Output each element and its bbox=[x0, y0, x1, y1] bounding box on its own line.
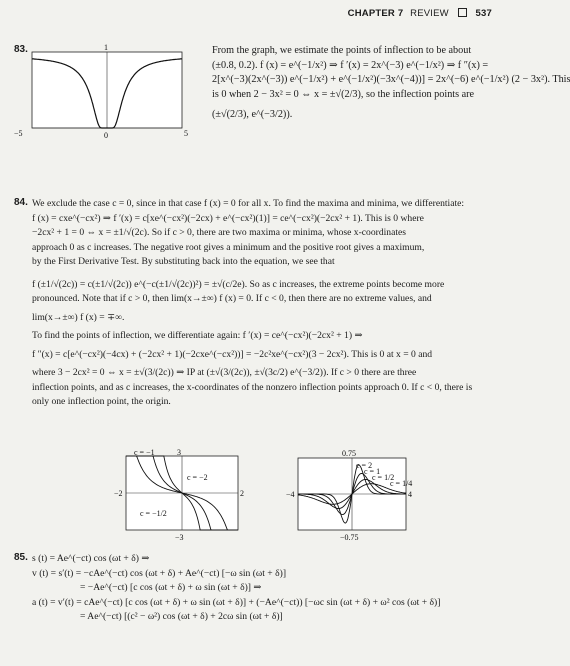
p84-line: where 3 − 2cx² = 0 ⇔ x = ±√(3/(2c)) ⇒ IP at (±√(3/(2c)), ±√(3c/2) e^(−3/2)). If c > 0 there are three bbox=[32, 367, 417, 378]
p84-line: inflection points, and as c increases, the x-coordinates of the nonzero inflection points approach 0. If c < 0, there is bbox=[32, 381, 473, 393]
gl-label-c-neghalf: c = −1/2 bbox=[140, 509, 167, 518]
p84-line: lim(x→±∞) f (x) = ∓∞. bbox=[32, 311, 125, 323]
p84-line: approach 0 as c increases. The negative root gives a minimum and the positive root gives a maximum, bbox=[32, 241, 425, 253]
p84-line: f (x) = cxe^(−cx²) ⇒ f ′(x) = c[xe^(−cx²)(−2cx) + e^(−cx²)(1)] = ce^(−cx²)(−2cx² + 1). This is 0 where bbox=[32, 212, 424, 224]
gr-label-075: 0.75 bbox=[342, 449, 356, 458]
p84-line: To find the points of inflection, we differentiate again: f ′(x) = ce^(−cx²)(−2cx² + 1) ⇒ bbox=[32, 330, 363, 341]
problem-83-text bbox=[212, 44, 570, 123]
gl-label-3: 3 bbox=[177, 448, 181, 457]
problem-84-number: 84. bbox=[14, 197, 28, 208]
graph83-xright: 5 bbox=[184, 129, 188, 138]
chapter-label: CHAPTER 7 bbox=[347, 8, 404, 19]
gl-label-c-neg1: c = −1 bbox=[134, 448, 155, 457]
p85-line: a (t) = v′(t) = cAe^(−ct) [c cos (ωt + δ) + ω sin (ωt + δ)] + (−Ae^(−ct)) [−ωc sin (ωt + δ) + ω² cos (ωt + δ)] bbox=[32, 596, 441, 608]
p84-line: f ″(x) = c[e^(−cx²)(−4cx) + (−2cx² + 1)(−2cxe^(−cx²))] = −2c²xe^(−cx²)(3 − 2cx²). This is 0 at x = 0 and bbox=[32, 348, 433, 360]
square-icon bbox=[458, 8, 467, 17]
p84-line: only one inflection point, the origin. bbox=[32, 396, 171, 407]
gr-label-c2: c = 2 bbox=[356, 461, 373, 470]
gr-label-neg4: −4 bbox=[286, 490, 295, 499]
problem-84-graph-right bbox=[286, 450, 422, 542]
p83-line: From the graph, we estimate the points of inflection to be about bbox=[212, 45, 472, 56]
section-label: REVIEW bbox=[410, 8, 449, 19]
gr-label-c1: c = 1 bbox=[364, 467, 381, 476]
page-number: 537 bbox=[475, 8, 492, 19]
p85-line: s (t) = Ae^(−ct) cos (ωt + δ) ⇒ bbox=[32, 553, 150, 564]
problem-85-number: 85. bbox=[14, 552, 28, 563]
p85-line: v (t) = s′(t) = −cAe^(−ct) cos (ωt + δ) + Ae^(−ct) [−ω sin (ωt + δ)] bbox=[32, 567, 287, 579]
gr-label-4: 4 bbox=[408, 490, 412, 499]
graph83-ytick: 1 bbox=[104, 43, 108, 52]
gr-label-neg075: −0.75 bbox=[340, 533, 359, 542]
p83-line: is 0 when 2 − 3x² = 0 ⇔ x = ±√(2/3), so the inflection points are bbox=[212, 88, 475, 100]
gl-label-2: 2 bbox=[240, 489, 244, 498]
page-header bbox=[348, 8, 492, 19]
problem-83-number: 83. bbox=[14, 44, 28, 55]
problem-84-text bbox=[32, 197, 472, 410]
gr-label-cquarter: c = 1/4 bbox=[390, 479, 413, 488]
p84-line: −2cx² + 1 = 0 ⇔ x = ±1/√(2c). So if c > 0, there are two maxima or minima, whose x-coordinates bbox=[32, 227, 407, 238]
gl-label-c-neg2: c = −2 bbox=[187, 473, 208, 482]
gr-label-chalf: c = 1/2 bbox=[372, 473, 395, 482]
p84-line: We exclude the case c = 0, since in that case f (x) = 0 for all x. To find the maxima and minima, we differentiate: bbox=[32, 198, 465, 209]
graph83-xmid: 0 bbox=[104, 131, 108, 140]
p84-line: f (±1/√(2c)) = c(±1/√(2c)) e^(−c(±1/√(2c))²) = ±√(c/2e). So as c increases, the extreme points become more bbox=[32, 278, 445, 290]
problem-85-text bbox=[32, 552, 440, 625]
p85-line: = Ae^(−ct) [(c² − ω²) cos (ωt + δ) + 2cω sin (ωt + δ)] bbox=[80, 611, 283, 622]
p84-line: by the First Derivative Test. By substituting back into the equation, we see that bbox=[32, 256, 335, 267]
p83-line: (±√(2/3), e^(−3/2)). bbox=[212, 109, 293, 120]
graph83-xleft: −5 bbox=[14, 129, 23, 138]
problem-84-graph-left bbox=[112, 450, 252, 542]
p83-line: 2[x^(−3)(2x^(−3)) e^(−1/x²) + e^(−1/x²)(−3x^(−4))] = 2x^(−6) e^(−1/x²) (2 − 3x²). This bbox=[212, 74, 570, 85]
gl-label-neg3: −3 bbox=[175, 533, 184, 542]
p84-line: pronounced. Note that if c > 0, then lim(x→±∞) f (x) = 0. If c < 0, then there are no extreme values, and bbox=[32, 293, 432, 304]
p85-line: = −Ae^(−ct) [c cos (ωt + δ) + ω sin (ωt + δ)] ⇒ bbox=[80, 582, 262, 593]
gl-label-neg2: −2 bbox=[114, 489, 123, 498]
p83-line: (±0.8, 0.2). f (x) = e^(−1/x²) ⇒ f ′(x) = 2x^(−3) e^(−1/x²) ⇒ f ″(x) = bbox=[212, 59, 489, 71]
